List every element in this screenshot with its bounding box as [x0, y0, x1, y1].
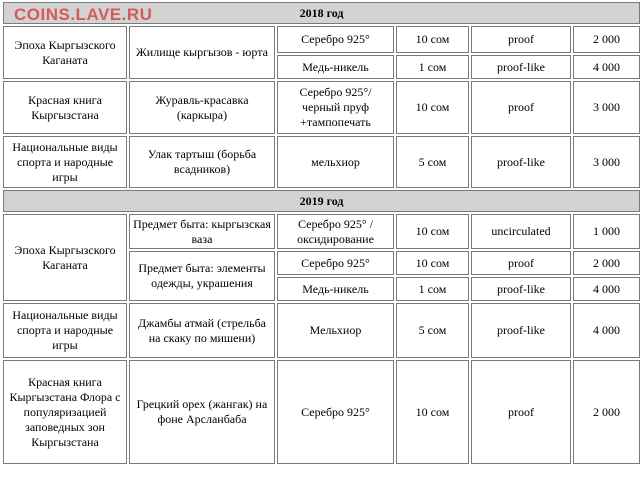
denomination-cell: 10 сом — [396, 81, 469, 134]
coins-table — [1, 0, 642, 466]
denomination-cell: 1 сом — [396, 277, 469, 301]
mintage-cell: 2 000 — [573, 251, 640, 275]
series-cell: Национальные виды спорта и народные игры — [3, 136, 127, 188]
quality-cell: proof-like — [471, 303, 571, 358]
mintage-cell: 1 000 — [573, 214, 640, 249]
table-row — [3, 81, 640, 134]
coin-name-cell: Жилище кыргызов - юрта — [129, 26, 275, 79]
coin-name-cell: Грецкий орех (жангак) на фоне Арсланбаба — [129, 360, 275, 464]
mintage-cell: 2 000 — [573, 26, 640, 53]
denomination-cell: 10 сом — [396, 214, 469, 249]
year-header-row — [3, 190, 640, 212]
site-watermark: COINS.LAVE.RU — [14, 5, 153, 24]
table-row — [3, 360, 640, 464]
mintage-cell: 4 000 — [573, 303, 640, 358]
mintage-cell: 2 000 — [573, 360, 640, 464]
mintage-cell: 3 000 — [573, 81, 640, 134]
metal-cell: Серебро 925° — [277, 360, 394, 464]
coin-name-cell: Журавль-красавка (каркыра) — [129, 81, 275, 134]
denomination-cell: 1 сом — [396, 55, 469, 79]
quality-cell: proof — [471, 81, 571, 134]
mintage-cell: 4 000 — [573, 55, 640, 79]
denomination-cell: 10 сом — [396, 251, 469, 275]
series-cell: Национальные виды спорта и народные игры — [3, 303, 127, 358]
metal-cell: Медь-никель — [277, 277, 394, 301]
table-row — [3, 214, 640, 249]
year-header: 2018 год — [3, 2, 640, 24]
denomination-cell: 5 сом — [396, 136, 469, 188]
quality-cell: proof-like — [471, 277, 571, 301]
coin-name-cell: Предмет быта: элементы одежды, украшения — [129, 251, 275, 301]
coin-name-cell: Предмет быта: кыргызская ваза — [129, 214, 275, 249]
denomination-cell: 5 сом — [396, 303, 469, 358]
mintage-cell: 4 000 — [573, 277, 640, 301]
year-header: 2019 год — [3, 190, 640, 212]
quality-cell: uncirculated — [471, 214, 571, 249]
coin-name-cell: Улак тартыш (борьба всадников) — [129, 136, 275, 188]
quality-cell: proof-like — [471, 136, 571, 188]
series-cell: Эпоха Кыргызского Каганата — [3, 26, 127, 79]
series-cell: Красная книга Кыргызстана — [3, 81, 127, 134]
mintage-cell: 3 000 — [573, 136, 640, 188]
metal-cell: Серебро 925° — [277, 26, 394, 53]
metal-cell: мельхиор — [277, 136, 394, 188]
table-row — [3, 303, 640, 358]
series-cell: Эпоха Кыргызского Каганата — [3, 214, 127, 301]
quality-cell: proof — [471, 251, 571, 275]
table-row — [3, 136, 640, 188]
metal-cell: Серебро 925°/ черный пруф +тампопечать — [277, 81, 394, 134]
metal-cell: Серебро 925° — [277, 251, 394, 275]
series-cell: Красная книга Кыргызстана Флора с популяризацией заповедных зон Кыргызстана — [3, 360, 127, 464]
denomination-cell: 10 сом — [396, 26, 469, 53]
quality-cell: proof-like — [471, 55, 571, 79]
metal-cell: Серебро 925° /оксидирование — [277, 214, 394, 249]
coin-name-cell: Джамбы атмай (стрельба на скаку по мишени) — [129, 303, 275, 358]
quality-cell: proof — [471, 26, 571, 53]
metal-cell: Мельхиор — [277, 303, 394, 358]
metal-cell: Медь-никель — [277, 55, 394, 79]
quality-cell: proof — [471, 360, 571, 464]
table-row — [3, 26, 640, 53]
denomination-cell: 10 сом — [396, 360, 469, 464]
